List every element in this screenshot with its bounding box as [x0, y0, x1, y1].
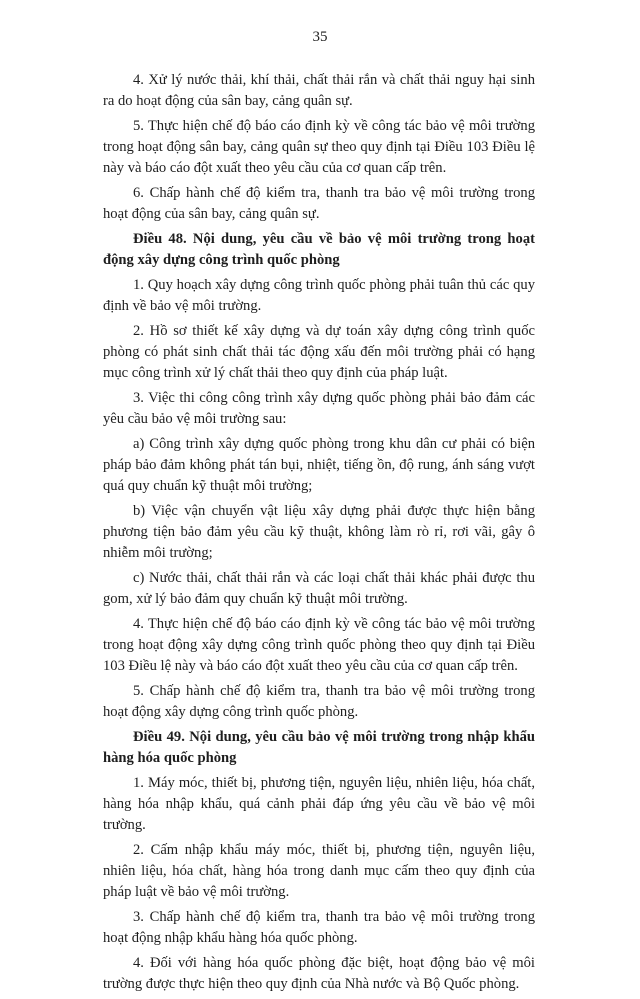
- paragraph: b) Việc vận chuyển vật liệu xây dựng phải được thực hiện bằng phương tiện bảo đảm yêu cầu kỹ thuật, không làm rò rỉ, rơi vãi, gây ô nhiễm môi trường;: [103, 503, 535, 561]
- paragraph: 4. Thực hiện chế độ báo cáo định kỳ về công tác bảo vệ môi trường trong hoạt động xây dựng công trình quốc phòng theo quy định tại Điều 103 Điều lệ này và báo cáo đột xuất theo yêu cầu của cơ quan cấp trên.: [103, 616, 535, 674]
- paragraph: 2. Hồ sơ thiết kế xây dựng và dự toán xây dựng công trình quốc phòng có phát sinh chất thải tác động xấu đến môi trường phải có hạng mục công trình xử lý chất thải theo quy định của pháp luật.: [103, 323, 535, 381]
- paragraph: c) Nước thải, chất thải rắn và các loại chất thải khác phải được thu gom, xử lý bảo đảm quy chuẩn kỹ thuật môi trường.: [103, 570, 535, 607]
- article-heading: Điều 49. Nội dung, yêu cầu bảo vệ môi trường trong nhập khẩu hàng hóa quốc phòng: [103, 729, 535, 766]
- paragraph: 3. Việc thi công công trình xây dựng quốc phòng phải bảo đảm các yêu cầu bảo vệ môi trường sau:: [103, 390, 535, 427]
- paragraph: 1. Quy hoạch xây dựng công trình quốc phòng phải tuân thủ các quy định về bảo vệ môi trường.: [103, 277, 535, 314]
- paragraph: 4. Đối với hàng hóa quốc phòng đặc biệt, hoạt động bảo vệ môi trường được thực hiện theo quy định của Nhà nước và Bộ Quốc phòng.: [103, 955, 535, 992]
- paragraph: 4. Xử lý nước thải, khí thải, chất thải rắn và chất thải nguy hại sinh ra do hoạt động của sân bay, cảng quân sự.: [103, 72, 535, 109]
- page-number: 35: [312, 29, 328, 45]
- paragraph: 1. Máy móc, thiết bị, phương tiện, nguyên liệu, nhiên liệu, hóa chất, hàng hóa nhập khẩu, quá cảnh phải đáp ứng yêu cầu về bảo vệ môi trường.: [103, 775, 535, 833]
- document-body: [103, 70, 535, 999]
- paragraph: 6. Chấp hành chế độ kiểm tra, thanh tra bảo vệ môi trường trong hoạt động của sân bay, cảng quân sự.: [103, 185, 535, 222]
- paragraph: 2. Cấm nhập khẩu máy móc, thiết bị, phương tiện, nguyên liệu, nhiên liệu, hóa chất, hàng hóa trong danh mục cấm theo quy định của pháp luật về bảo vệ môi trường.: [103, 842, 535, 900]
- paragraph: 3. Chấp hành chế độ kiểm tra, thanh tra bảo vệ môi trường trong hoạt động nhập khẩu hàng hóa quốc phòng.: [103, 909, 535, 946]
- paragraph: a) Công trình xây dựng quốc phòng trong khu dân cư phải có biện pháp bảo đảm không phát tán bụi, nhiệt, tiếng ồn, độ rung, ánh sáng vượt quá quy chuẩn kỹ thuật môi trường;: [103, 436, 535, 494]
- paragraph: 5. Chấp hành chế độ kiểm tra, thanh tra bảo vệ môi trường trong hoạt động xây dựng công trình quốc phòng.: [103, 683, 535, 720]
- paragraph: 5. Thực hiện chế độ báo cáo định kỳ về công tác bảo vệ môi trường trong hoạt động sân bay, cảng quân sự theo quy định tại Điều 103 Điều lệ này và báo cáo đột xuất theo yêu cầu của cơ quan cấp trên.: [103, 118, 535, 176]
- article-heading: Điều 48. Nội dung, yêu cầu về bảo vệ môi trường trong hoạt động xây dựng công trình quốc phòng: [103, 231, 535, 268]
